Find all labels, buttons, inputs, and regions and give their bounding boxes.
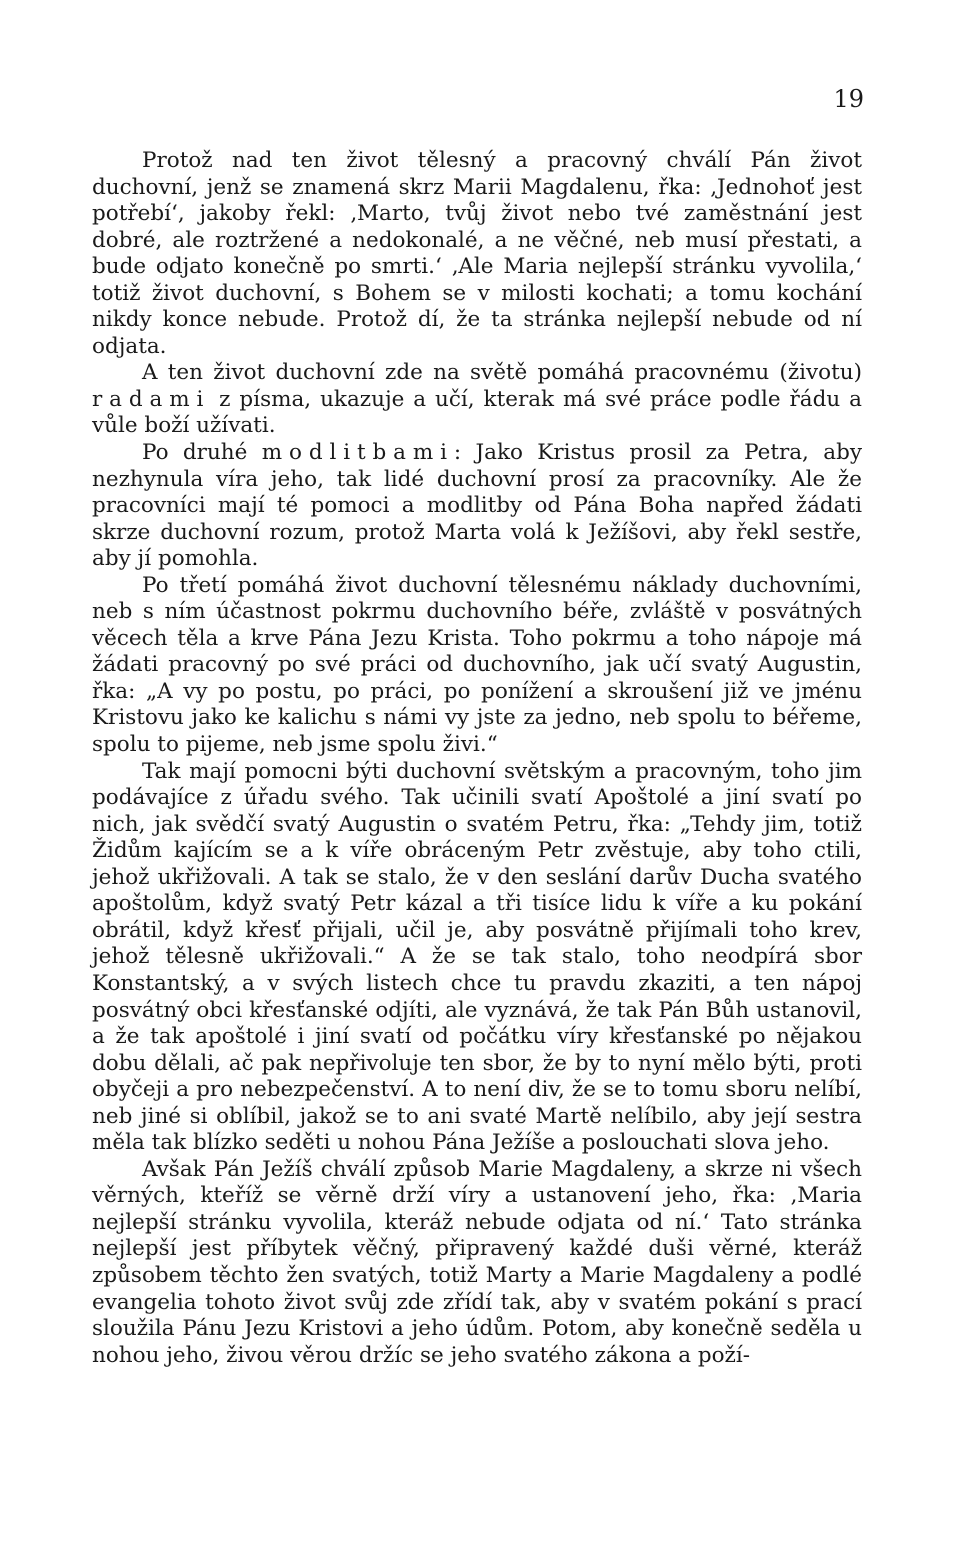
paragraph-6: Avšak Pán Ježíš chválí způsob Marie Magdaleny, a skrze ni všech věrných, kteříž se věrně drží víry a ustanovení jeho, řka: ‚Maria nejlepší stránku vyvolila, kteráž nebude odjata od ní.‘ Tato stránka nejlepší jest příbytek věčný, připravený každé duši věrné, kteráž způsobem těchto žen svatých, totiž Marty a Marie Magdaleny a podlé evangelia tohoto život svůj zde zřídí tak, aby v svatém pokání s prací sloužila Pánu Jezu Kristovi a jeho údům. Potom, aby konečně seděla u nohou jeho, živou věrou držíc se jeho svatého zákona a poží- [92,1156,862,1368]
paragraph-3-end: : Jako Kristus prosil za Petra, aby nezhynula víra jeho, tak lidé duchovní prosí za pracovníky. Ale že pracovníci mají té pomoci a modlitby od Pána Boha napřed žádati skrze duchovní rozum, protož Marta volá k Ježíšovi, aby řekl sestře, aby jí pomohla. [92,440,862,572]
paragraph-4: Po třetí pomáhá život duchovní tělesnému náklady duchovními, neb s ním účastnost pokrmu duchovního béře, zvláště v posvátných věcech těla a krve Pána Jezu Krista. Toho pokrmu a toho nápoje má žádati pracovný po své práci od duchovního, jak učí svatý Augustin, řka: „A vy po postu, po práci, po ponížení a skroušení již ve jménu Kristovu jako ke kalichu s námi vy jste za jedno, neb spolu to béřeme, spolu to pijeme, neb jsme spolu živi.“ [92,572,862,758]
paragraph-3 [92,440,862,573]
paragraph-2 [92,360,862,440]
paragraph-1: Protož nad ten život tělesný a pracovný chválí Pán život duchovní, jenž se znamená skrz Marii Magdalenu, řka: ‚Jednohoť jest potřebí‘, jakoby řekl: ‚Marto, tvůj život nebo tvé zaměstnání jest dobré, ale roztržené a nedokonalé, a ne věčné, neb musí přestati, a bude odjato konečně po smrti.‘ ‚Ale Maria nejlepší stránku vyvolila,‘ totiž život duchovní, s Bohem se v milosti kochati; a tomu kochání nikdy konce nebude. Protož dí, že ta stránka nejlepší nebude od ní odjata. [92,148,862,359]
spaced-emphasis-radami: radami [92,386,211,412]
paragraph-3-start: Po druhé [142,440,262,466]
paragraph-2-end: z písma, ukazuje a učí, kterak má své práce podle řádu a vůle boží užívati. [92,386,862,439]
body-text [92,148,862,1369]
paragraph-5: Tak mají pomocni býti duchovní světským a pracovným, toho jim podávajíce z úřadu svého. Tak učinili svatí Apoštolé a jiní svatí po nich, jak svědčí svatý Augustin o svatém Petru, řka: „Tehdy jim, totiž Židům kajícím se a k víře obráceným Petr zvěstuje, aby toho ctili, jehož ukřižovali. A tak se stalo, že v den seslání darův Ducha svatého apoštolům, když svatý Petr kázal a tři tisíce lidu k víře a ku pokání obrátil, když křesť přijali, učil je, aby posvátně přijímali toho krev, jehož tělesně ukřižovali.“ A že se tak stalo, toho neodpírá sbor Konstantský, a v svých listech chce tu pravdu zkaziti, a ten nápoj posvátný obci křesťanské odjíti, ale vyznává, že tak Pán Bůh ustanovil, a že tak apoštolé i jiní svatí od počátku víry křesťanské po nějakou dobu dělali, ač pak nepřivoluje ten sbor, že by to nyní mělo býti, proti obyčeji a pro nebezpečenství. A to není div, že se to tomu sboru nelíbí, neb jiné si oblíbil, jakož se to ani svaté Martě nelíbilo, aby její sestra měla tak blízko seděti u nohou Pána Ježíše a poslouchati slova jeho. [92,758,862,1156]
page-number: 19 [833,85,864,113]
spaced-emphasis-modlitbami: modlitbami [261,440,454,466]
paragraph-2-start: A ten život duchovní zde na světě pomáhá pracovnému (životu) [142,360,862,386]
